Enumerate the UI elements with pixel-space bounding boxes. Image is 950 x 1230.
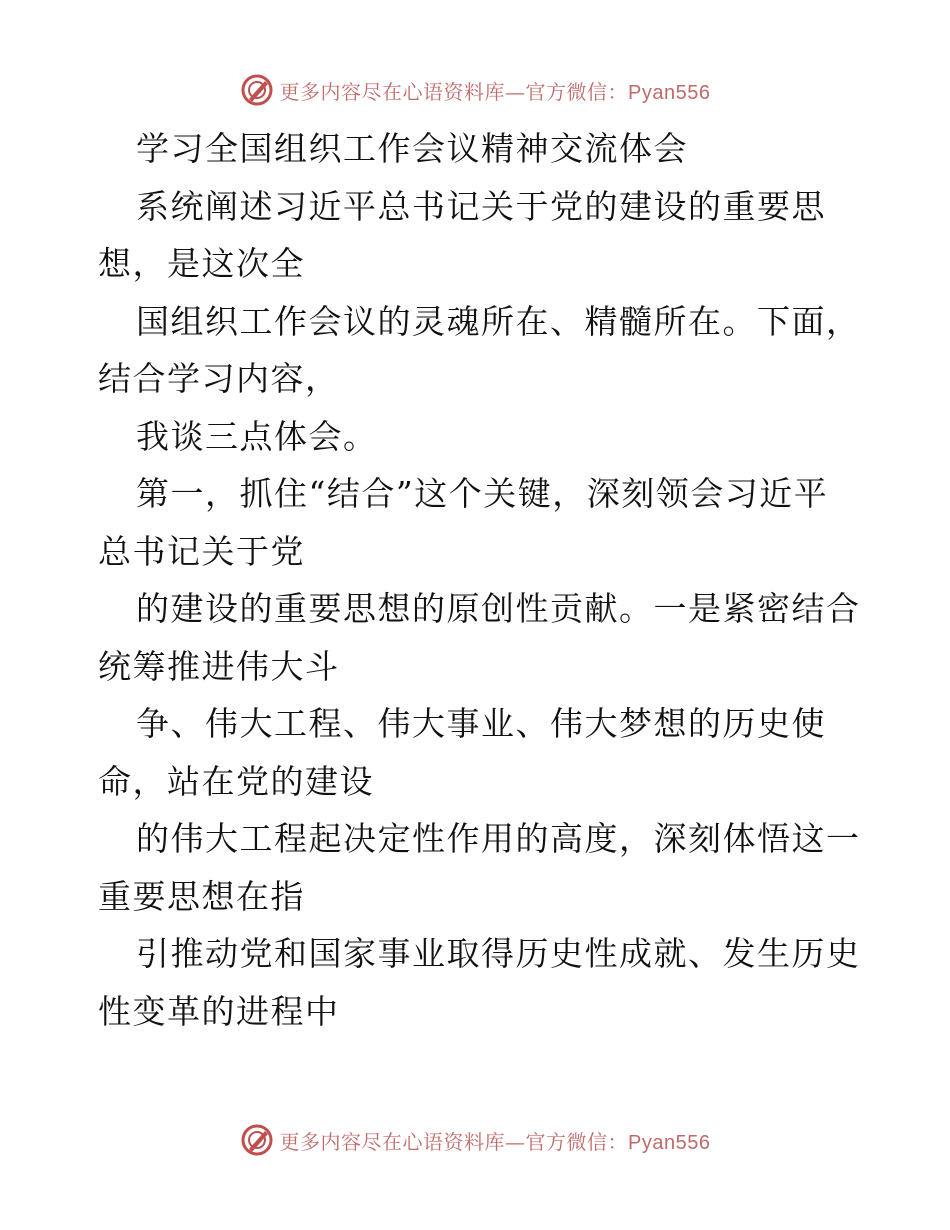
watermark-text-cn: 更多内容尽在心语资料库—官方微信： <box>279 79 629 104</box>
watermark-text <box>280 1126 711 1155</box>
text-line: 统筹推进伟大斗 <box>98 646 340 686</box>
text-line: 重要思想在指 <box>98 876 305 916</box>
text-line: 争、伟大工程、伟大事业、伟大梦想的历史使 <box>136 704 826 743</box>
text-line: 我谈三点体会。 <box>136 416 378 456</box>
text-line: 命，站在党的建设 <box>98 761 374 801</box>
footer-watermark <box>0 1120 950 1160</box>
text-line: 想，是这次全 <box>98 244 305 283</box>
header-watermark <box>0 70 950 110</box>
text-line: 的伟大工程起决定性作用的高度，深刻体悟这一 <box>136 819 861 858</box>
brand-logo-icon <box>240 73 274 107</box>
brand-logo-icon <box>240 1123 274 1157</box>
text-line: 结合学习内容， <box>98 359 340 398</box>
document-body <box>98 120 861 1040</box>
text-line: 第一，抓住“结合”这个关键，深刻领会习近平 <box>136 474 829 513</box>
watermark-wechat-id: Pyan556 <box>628 81 711 104</box>
text-line: 的建设的重要思想的原创性贡献。一是紧密结合 <box>136 589 861 628</box>
text-line: 总书记关于党 <box>98 531 305 571</box>
text-line: 引推动党和国家事业取得历史性成就、发生历史 <box>136 934 861 973</box>
text-line: 系统阐述习近平总书记关于党的建设的重要思 <box>136 186 826 226</box>
text-line: 学习全国组织工作会议精神交流体会 <box>136 129 688 168</box>
text-line: 性变革的进程中 <box>98 991 340 1031</box>
watermark-wechat-id: Pyan556 <box>628 1131 711 1154</box>
watermark-text <box>280 76 711 105</box>
watermark-text-cn: 更多内容尽在心语资料库—官方微信： <box>279 1129 629 1154</box>
text-line: 国组织工作会议的灵魂所在、精髓所在。下面， <box>136 301 861 341</box>
